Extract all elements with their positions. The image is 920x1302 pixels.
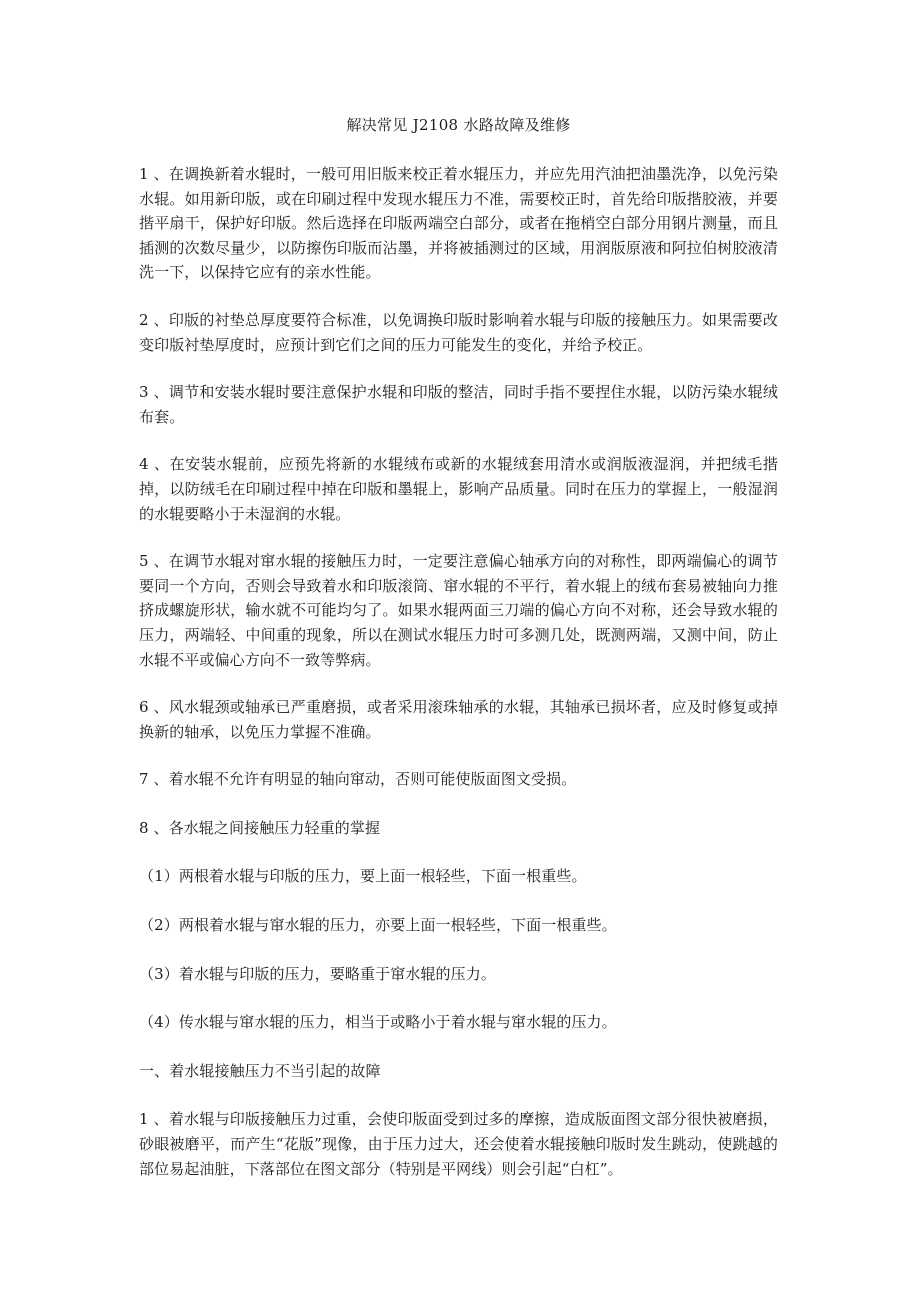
paragraph-3: 3 、调节和安装水辊时要注意保护水辊和印版的整洁，同时手指不要捏住水辊，以防污染水辊绒布套。 xyxy=(139,383,778,426)
paragraph-7: 7 、着水辊不允许有明显的轴向窜动，否则可能使版面图文受损。 xyxy=(139,770,577,789)
paragraph-8-heading: 8 、各水辊之间接触压力轻重的掌握 xyxy=(139,818,381,837)
section-paragraph-1: 1 、着水辊与印版接触压力过重，会使印版面受到过多的摩擦，造成版面图文部分很快被磨损，砂眼被磨平，而产生“花版”现像，由于压力过大，还会使着水辊接触印版时发生跳动，使跳越的部位易起油脏，下落部位在图文部分（特别是平网线）则会引起“白杠”。 xyxy=(139,1110,778,1178)
paragraph-6: 6 、风水辊颈或轴承已严重磨损，或者采用滚珠轴承的水辊，其轴承已损坏者，应及时修复或掉换新的轴承，以免压力掌握不准确。 xyxy=(139,698,778,741)
document-title: 解决常见 J2108 水路故障及维修 xyxy=(346,116,571,134)
sub-item-3: （3）着水辊与印版的压力，要略重于窜水辊的压力。 xyxy=(139,964,496,983)
section-heading: 一、着水辊接触压力不当引起的故障 xyxy=(139,1061,381,1080)
sub-item-2: （2）两根着水辊与窜水辊的压力，亦要上面一根轻些，下面一根重些。 xyxy=(139,916,617,935)
sub-item-1: （1）两根着水辊与印版的压力，要上面一根轻些，下面一根重些。 xyxy=(139,867,587,886)
sub-item-4: （4）传水辊与窜水辊的压力，相当于或略小于着水辊与窜水辊的压力。 xyxy=(139,1013,617,1032)
paragraph-2: 2 、印版的衬垫总厚度要符合标准，以免调换印版时影响着水辊与印版的接触压力。如果需要改变印版衬垫厚度时，应预计到它们之间的压力可能发生的变化，并给予校正。 xyxy=(139,310,778,354)
paragraph-5: 5 、在调节水辊对窜水辊的接触压力时，一定要注意偏心轴承方向的对称性，即两端偏心的调节要同一个方向，否则会导致着水和印版滚筒、窜水辊的不平行，着水辊上的绒布套易被轴向力推挤成螺旋形状，输水就不可能均匀了。如果水辊两面三刀端的偏心方向不对称，还会导致水辊的压力，两端轻、中间重的现象，所以在测试水辊压力时可多测几处，既测两端，又测中间，防止水辊不平或偏心方向不一致等弊病。 xyxy=(139,552,778,669)
paragraph-1: 1 、在调换新着水辊时，一般可用旧版来校正着水辊压力，并应先用汽油把油墨洗净，以免污染水辊。如用新印版，或在印刷过程中发现水辊压力不准，需要校正时，首先给印版揩胶液，并要揩平扇干，保护好印版。然后选择在印版两端空白部分，或者在拖梢空白部分用钢片测量，而且插测的次数尽量少，以防擦伤印版而沾墨，并将被插测过的区域，用润版原液和阿拉伯树胶液清洗一下，以保持它应有的亲水性能。 xyxy=(139,165,778,282)
paragraph-4: 4 、在安装水辊前，应预先将新的水辊绒布或新的水辊绒套用清水或润版液湿润，并把绒毛揩掉，以防绒毛在印刷过程中掉在印版和墨辊上，影响产品质量。同时在压力的掌握上，一般湿润的水辊要略小于未湿润的水辊。 xyxy=(139,455,778,523)
